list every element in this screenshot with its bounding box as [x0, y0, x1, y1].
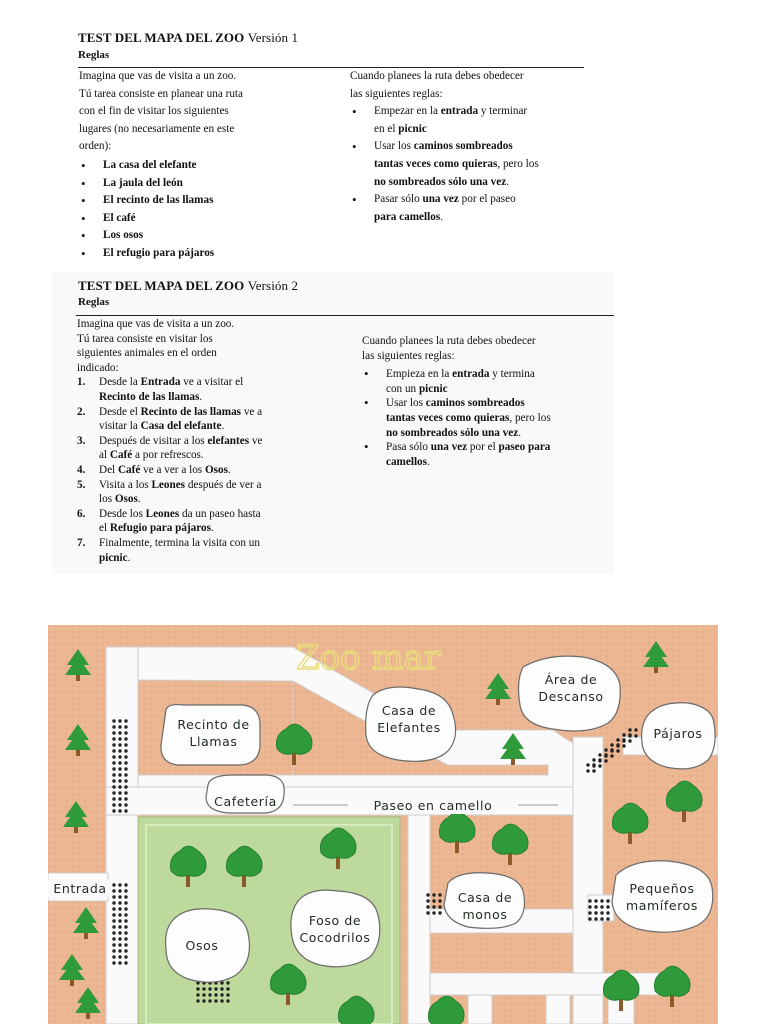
label-casa-elefantes	[363, 702, 455, 736]
text-line: indicado:	[77, 361, 119, 374]
text-line: Descanso	[538, 689, 604, 704]
text-line: mamíferos	[625, 898, 698, 913]
v2-intro	[77, 317, 327, 375]
v1-reglas-heading: Reglas	[78, 49, 110, 61]
text-line: Osos	[185, 938, 219, 953]
label-paseo-camello	[348, 797, 518, 814]
text-line: Casa de	[457, 890, 513, 905]
place-item: • La jaula del león	[79, 175, 349, 193]
v2-rules-list	[362, 367, 612, 469]
test-version-2	[52, 272, 614, 574]
label-cafeteria	[198, 793, 293, 810]
rule-item: • Empezar en la entrada y terminar en el picnic	[350, 103, 600, 138]
text-line: Recinto de	[177, 717, 250, 732]
text-line: orden):	[79, 140, 112, 153]
rule-item: • Empieza en la entrada y termina con un picnic	[362, 367, 612, 396]
text-line: Pequeños	[629, 881, 695, 896]
rule-item: • Usar los caminos sombreados tantas veces como quieras, pero los no sombreados sólo una vez.	[350, 138, 600, 191]
rule-item: • Usar los caminos sombreados tantas veces como quieras, pero los no sombreados sólo una vez.	[362, 396, 612, 440]
step-item: 6. Desde los Leones da un paseo hasta el Refugio para pájaros.	[77, 507, 261, 535]
rule-item: • Pasar sólo una vez por el paseo para camellos.	[350, 191, 600, 226]
place-item: • El café	[79, 210, 349, 228]
text-line: Tú tarea consiste en visitar los	[77, 332, 213, 345]
v2-right-column	[362, 334, 612, 469]
label-pequenos-mamiferos	[611, 880, 713, 914]
text-line: Entrada	[53, 881, 107, 896]
text-line: Pájaros	[653, 726, 703, 741]
label-pajaros	[642, 725, 714, 742]
test-version-1	[52, 14, 614, 276]
rule-item: • Pasa sólo una vez por el paseo para camellos.	[362, 440, 612, 469]
v2-reglas-heading: Reglas	[78, 296, 110, 308]
text-line: Cafetería	[214, 794, 277, 809]
step-item: 7. Finalmente, termina la visita con un picnic.	[77, 536, 260, 564]
text-line: siguientes animales en el orden	[77, 347, 217, 360]
v2-divider	[76, 315, 614, 316]
text-line: lugares (no necesariamente en este	[79, 122, 235, 135]
v2-left-column	[77, 317, 327, 565]
text-line: Foso de	[308, 913, 362, 928]
place-item: • El refugio para pájaros	[79, 245, 349, 263]
text-line: Tú tarea consiste en planear una ruta	[79, 87, 244, 100]
v1-right-column	[350, 68, 600, 226]
step-item: 4. Del Café ve a ver a los Osos.	[77, 463, 231, 476]
v1-intro	[79, 68, 349, 156]
v1-title: TEST DEL MAPA DEL ZOO Versión 1	[78, 30, 299, 45]
step-item: 5. Visita a los Leones después de ver a los Osos.	[77, 478, 262, 506]
label-foso-cocodrilos	[290, 912, 380, 946]
label-osos	[166, 937, 238, 954]
place-item: • La casa del elefante	[79, 157, 349, 175]
text-line: con el fin de visitar los siguientes	[79, 105, 229, 118]
label-entrada	[48, 880, 112, 897]
v1-rules-list	[350, 103, 600, 226]
text-line: Área de	[544, 672, 598, 687]
text-line: Elefantes	[377, 720, 441, 735]
v1-rules-intro	[350, 68, 600, 103]
text-line: Cocodrilos	[299, 930, 371, 945]
label-recinto-llamas	[166, 716, 261, 750]
zoo-map	[48, 625, 718, 1024]
text-line: Paseo en camello	[373, 798, 493, 813]
text-line: las siguientes reglas:	[362, 349, 455, 362]
place-item: • El recinto de las llamas	[79, 192, 349, 210]
v2-steps-list	[77, 375, 327, 565]
text-line: monos	[462, 907, 508, 922]
v1-places-list	[79, 157, 349, 263]
text-line: Cuando planees la ruta debes obedecer	[362, 335, 536, 347]
label-area-descanso	[522, 671, 620, 705]
v2-title: TEST DEL MAPA DEL ZOO Versión 2	[78, 278, 299, 293]
v1-left-column	[79, 68, 349, 263]
label-casa-monos	[444, 889, 526, 923]
text-line: Llamas	[189, 734, 238, 749]
step-item: 2. Desde el Recinto de las llamas ve a visitar la Casa del elefante.	[77, 405, 263, 433]
text-line: Casa de	[381, 703, 437, 718]
text-line: Cuando planees la ruta debes obedecer	[350, 70, 524, 82]
step-item: 3. Después de visitar a los elefantes ve al Café a por refrescos.	[77, 434, 263, 462]
step-item: 1. Desde la Entrada ve a visitar el Recinto de las llamas.	[77, 376, 244, 403]
text-line: Imagina que vas de visita a un zoo.	[77, 318, 235, 330]
v2-rules-intro	[362, 334, 612, 363]
place-item: • Los osos	[79, 227, 349, 245]
zoo-mar-logo: Zoo mar	[296, 638, 441, 678]
text-line: las siguientes reglas:	[350, 87, 443, 100]
text-line: Imagina que vas de visita a un zoo.	[79, 70, 237, 82]
